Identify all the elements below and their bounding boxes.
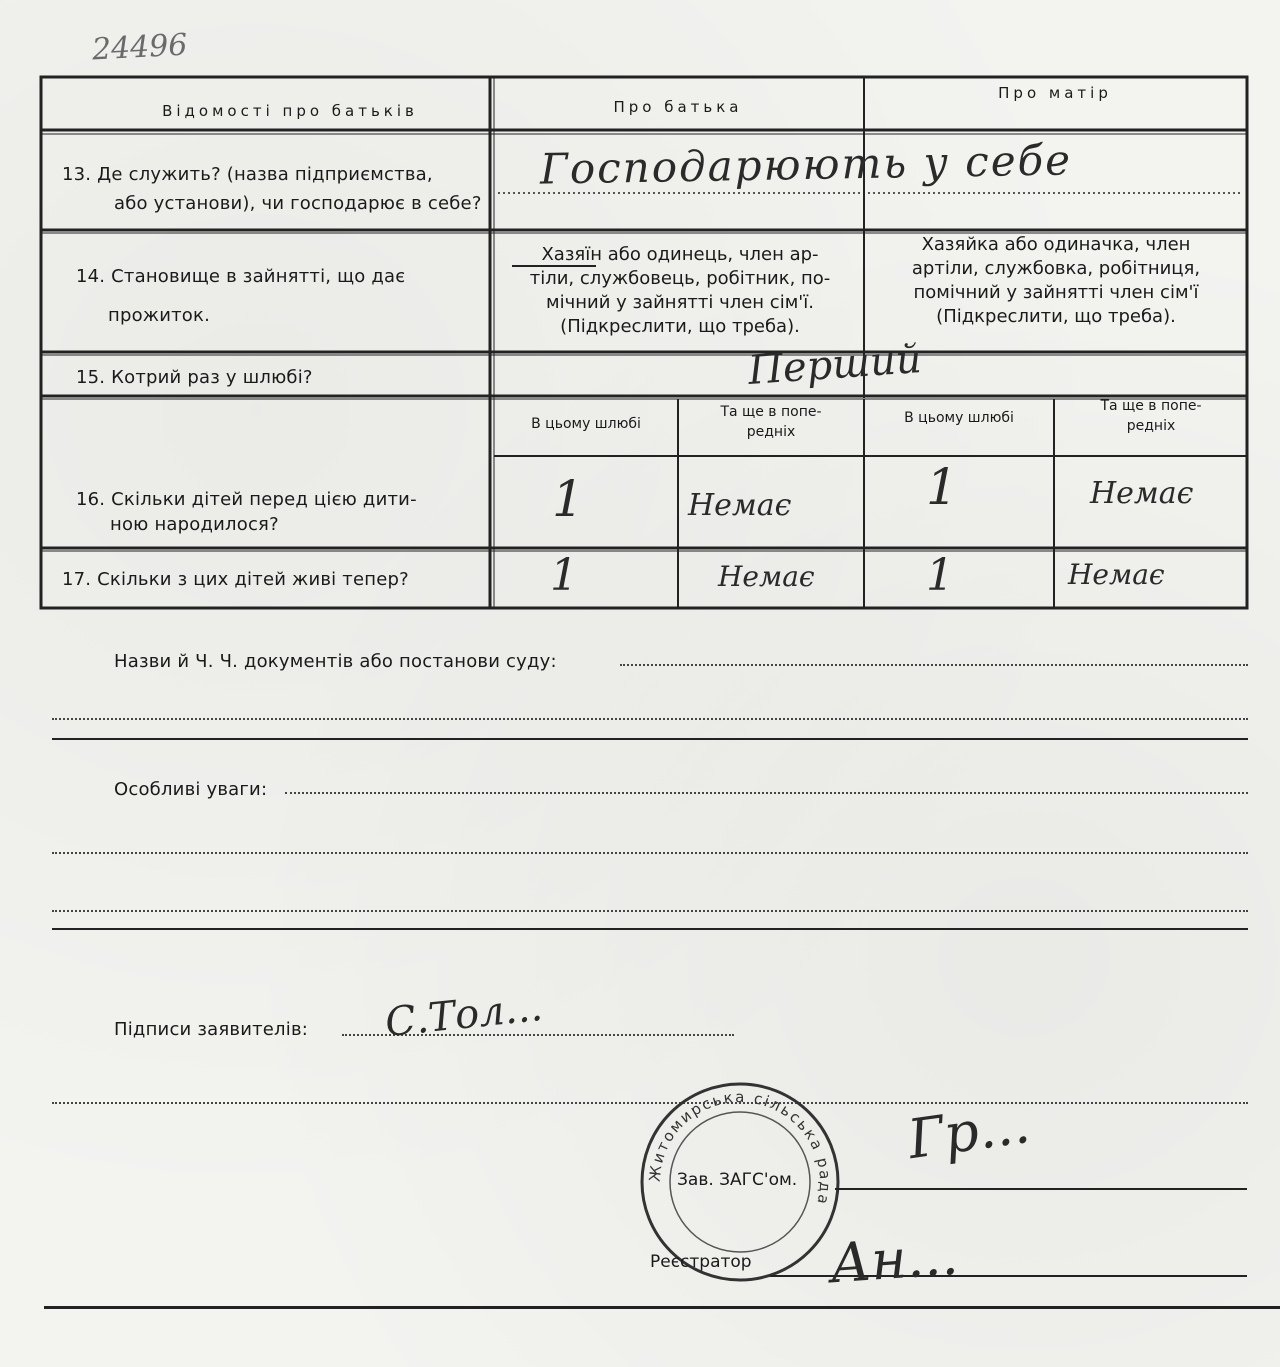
header-father: Про батька xyxy=(613,98,743,116)
head-signature-line xyxy=(835,1188,1247,1190)
row16-label-line2: ною народилося? xyxy=(110,514,279,535)
row17-father-this: 1 xyxy=(550,550,578,601)
documents-line-2 xyxy=(52,718,1248,720)
remarks-line-1 xyxy=(285,792,1248,794)
header-parents-info: Відомості про батьків xyxy=(162,102,418,120)
row14-mother-options-l2: артіли, службовка, робітниця, xyxy=(911,258,1201,279)
row13-answer-handwritten: Господарюють у себе xyxy=(539,135,1073,194)
row16-father-prev: Немає xyxy=(688,488,792,523)
documents-separator xyxy=(52,738,1248,740)
row13-label-line2: або установи), чи господарює в себе? xyxy=(114,193,482,214)
row14-mother-options-l4: (Підкреслити, що треба). xyxy=(936,306,1176,327)
subheader-mother-this: В цьому шлюбі xyxy=(904,410,1014,426)
subheader-mother-prev-l1: Та ще в попе- xyxy=(1100,398,1202,414)
subheader-father-prev-l2: редніх xyxy=(746,424,796,440)
row15-label: 15. Котрий раз у шлюбі? xyxy=(76,367,313,388)
subheader-father-prev-l1: Та ще в попе- xyxy=(720,404,822,420)
stamp-text: Житомирська сільська рада xyxy=(645,1087,835,1208)
row17-label: 17. Скільки з цих дітей живі тепер? xyxy=(62,569,409,590)
row14-label-line2: прожиток. xyxy=(108,305,211,326)
remarks-line-2 xyxy=(52,852,1248,854)
row14-father-options-l4: (Підкреслити, що треба). xyxy=(560,316,800,337)
documents-label: Назви й Ч. Ч. документів або постанови суду: xyxy=(114,651,557,672)
applicant-signature: С.Тол... xyxy=(383,983,545,1047)
row17-mother-this: 1 xyxy=(926,550,954,601)
registrar-label: Реєстратор xyxy=(650,1252,752,1272)
head-of-registry-label: Зав. ЗАГС'ом. xyxy=(677,1170,798,1190)
remarks-separator xyxy=(52,928,1248,930)
documents-line-1 xyxy=(620,664,1248,666)
row15-answer-handwritten: Перший xyxy=(746,336,923,394)
row16-mother-this: 1 xyxy=(926,458,958,516)
head-signature: Гр... xyxy=(904,1091,1034,1172)
row14-mother-options-l3: помічний у зайнятті член сім'ї xyxy=(913,282,1199,303)
row14-father-underline xyxy=(512,265,596,267)
remarks-line-3 xyxy=(52,910,1248,912)
row16-label-line1: 16. Скільки дітей перед цією дити- xyxy=(76,489,417,510)
row17-father-prev: Немає xyxy=(718,560,815,593)
row17-mother-prev: Немає xyxy=(1068,558,1165,591)
page-bottom-rule xyxy=(44,1306,1280,1309)
row16-father-this: 1 xyxy=(552,470,584,528)
signatures-line-2 xyxy=(52,1102,1248,1104)
row14-label-line1: 14. Становище в зайнятті, що дає xyxy=(76,266,406,287)
row14-mother-options-l1: Хазяйка або одиначка, член xyxy=(921,234,1191,255)
row16-mother-prev: Немає xyxy=(1090,476,1194,511)
row13-label-line1: 13. Де служить? (назва підприємства, xyxy=(62,164,433,185)
row14-father-options-l2: тіли, службовець, робітник, по- xyxy=(529,268,831,289)
registrar-signature: Ан... xyxy=(827,1223,961,1296)
remarks-label: Особливі уваги: xyxy=(114,779,268,800)
header-mother: Про матір xyxy=(998,84,1112,102)
row14-father-options-l1: Хазяїн або одинець, член ар- xyxy=(541,244,819,265)
signatures-label: Підписи заявителів: xyxy=(114,1019,309,1040)
subheader-mother-prev-l2: редніх xyxy=(1126,418,1176,434)
row14-father-options-l3: мічний у зайнятті член сім'ї. xyxy=(546,292,814,313)
corner-note: 24496 xyxy=(91,27,189,68)
subheader-father-this: В цьому шлюбі xyxy=(531,416,641,432)
